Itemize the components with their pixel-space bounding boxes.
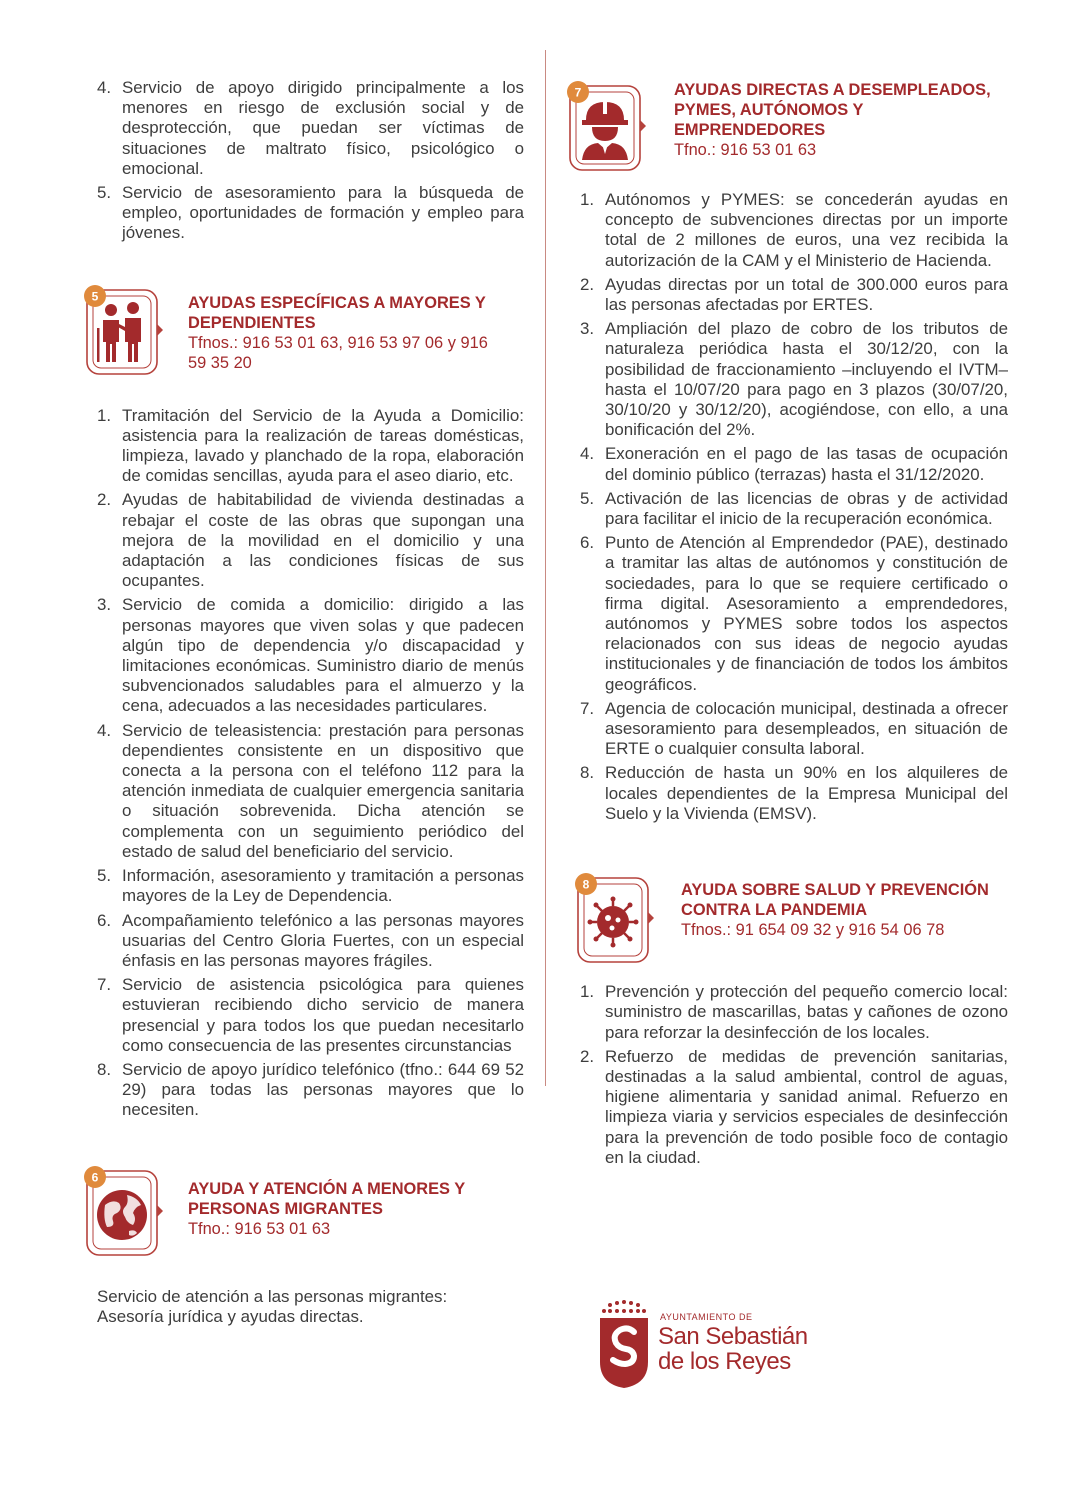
item-number: 4. xyxy=(97,78,112,97)
item-number: 2. xyxy=(580,274,595,294)
list-item xyxy=(97,721,524,862)
item-text: Tramitación del Servicio de la Ayuda a Domicilio: asistencia para la realización de tareas domésticas, limpieza, lavado y planchado de la ropa, elaboración de comidas sencillas, ayuda para el aseo diario, etc. xyxy=(122,405,524,486)
section-7-header xyxy=(574,80,1008,182)
item-number: 6. xyxy=(97,910,112,930)
section-6-header xyxy=(91,1165,524,1267)
list-item xyxy=(97,975,524,1056)
section-6-heading xyxy=(188,1179,528,1239)
item-number: 7. xyxy=(580,698,595,718)
section-8-number: 8 xyxy=(582,877,590,892)
list-item xyxy=(97,911,524,972)
list-item xyxy=(580,763,1008,824)
item-number: 5. xyxy=(97,183,112,203)
item-text: Autónomos y PYMES: se concederán ayudas en concepto de subvenciones directas por un importe total de 2 millones de euros, una vez recibida la autorización de la CAM y el Ministerio de Hacienda. xyxy=(605,190,1008,270)
section-7-number: 7 xyxy=(574,85,582,100)
section-5-list xyxy=(97,406,524,1121)
list-item xyxy=(580,982,1008,1043)
item-number: 4. xyxy=(97,720,112,740)
list-item xyxy=(580,190,1008,271)
section-8-badge xyxy=(576,872,658,968)
section-7-badge xyxy=(568,80,650,176)
list-item xyxy=(97,1060,524,1121)
item-text: Servicio de apoyo dirigido principalmente a los menores en riesgo de exclusión social y de desprotección, que puedan ser víctimas de situaciones de maltrato físico, psicológico o emocional. xyxy=(122,78,524,178)
item-number: 1. xyxy=(580,982,595,1002)
item-number: 7. xyxy=(97,975,112,995)
item-number: 6. xyxy=(580,533,595,553)
virus-icon xyxy=(588,897,639,948)
item-number: 2. xyxy=(97,490,112,510)
list-item xyxy=(580,699,1008,760)
item-number: 8. xyxy=(97,1059,112,1079)
section-6-badge xyxy=(85,1165,167,1261)
list-item xyxy=(97,78,524,179)
section-5-header xyxy=(91,284,524,386)
right-column xyxy=(574,80,1008,1172)
list-item xyxy=(580,489,1008,529)
item-number: 5. xyxy=(97,866,112,886)
section-7-title: AYUDAS DIRECTAS A DESEMPLEADOS, PYMES, AUTÓNOMOS Y EMPRENDEDORES xyxy=(674,81,991,139)
section-8-title: AYUDA SOBRE SALUD Y PREVENCIÓN CONTRA LA PANDEMIA xyxy=(681,881,989,920)
list-item xyxy=(580,319,1008,440)
item-number: 4. xyxy=(580,444,595,464)
item-text: Ayudas directas por un total de 300.000 euros para las personas afectadas por ERTES. xyxy=(605,274,1008,315)
item-text: Servicio de asistencia psicológica para quienes estuvieran recibiendo dicho servicio de manera presencial y para todos los que puedan necesitarlo como consecuencia de las presentes circunstancias xyxy=(122,975,524,1055)
item-number: 2. xyxy=(580,1046,595,1066)
item-number: 3. xyxy=(97,595,112,615)
intro-list xyxy=(97,78,524,244)
item-number: 1. xyxy=(97,405,112,425)
section-7-heading xyxy=(674,80,1014,160)
item-text: Servicio de teleasistencia: prestación para personas dependientes consistente en un dispositivo que conecta a la persona con el teléfono 112 para la atención inmediata de cualquier emergencia sanitaria o situación sobrevenida. Dicha atención se complementa con un seguimiento periódico del estado de salud del beneficiario del servicio. xyxy=(122,720,524,861)
section-8-list xyxy=(580,982,1008,1168)
item-text: Refuerzo de medidas de prevención sanitarias, destinadas a la salud ambiental, control de aguas, higiene alimentaria y sanidad animal. Refuerzo en limpieza viaria y servicios especiales de desinfección para la prevención de todo posible foco de contagio en la ciudad. xyxy=(605,1046,1008,1167)
list-item xyxy=(580,444,1008,484)
item-text: Servicio de comida a domicilio: dirigido a las personas mayores que viven solas y que padecen algún tipo de dependencia y/o discapacidad y limitaciones económicas. Suministro diario de menús subvencionados saludables para el almuerzo y la cena, adecuados a las necesidades particulares. xyxy=(122,595,524,716)
logo-subtitle: AYUNTAMIENTO DE xyxy=(660,1312,753,1322)
section-5-badge xyxy=(85,284,167,380)
item-text: Prevención y protección del pequeño comercio local: suministro de mascarillas, batas y cañones de ozono para reforzar la desinfección de los locales. xyxy=(605,982,1008,1042)
list-item xyxy=(580,533,1008,695)
list-item xyxy=(580,1047,1008,1168)
list-item xyxy=(97,866,524,906)
list-item xyxy=(97,490,524,591)
section-6-phone: Tfno.: 916 53 01 63 xyxy=(188,1219,331,1238)
item-number: 5. xyxy=(580,488,595,508)
logo-title xyxy=(658,1324,808,1374)
item-text: Punto de Atención al Emprendedor (PAE), destinado a tramitar las altas de autónomos y constitución de sociedades, para lo que se requiere certificado o firma digital. Asesoramiento a emprendedores, autónomos y PYMES sobre todos los aspectos relacionados con sus ideas de negocio ayudas institucionales y de financiación de todos los ámbitos geográficos. xyxy=(605,533,1008,694)
item-text: Ayudas de habitabilidad de vivienda destinadas a rebajar el coste de las obras que supongan una mejora de la movilidad en el domicilio y una adaptación a las condiciones físicas de sus ocupantes. xyxy=(122,490,524,591)
item-number: 3. xyxy=(580,319,595,339)
section-5-number: 5 xyxy=(91,289,99,304)
item-text: Activación de las licencias de obras y de actividad para facilitar el inicio de la recuperación económica. xyxy=(605,488,1008,529)
globe-icon xyxy=(97,1190,147,1240)
section-5-heading xyxy=(188,293,528,373)
left-column xyxy=(91,78,524,1327)
section-6-number: 6 xyxy=(91,1170,99,1185)
item-text: Reducción de hasta un 90% en los alquileres de locales dependientes de la Empresa Municipal del Suelo y la Vivienda (EMSV). xyxy=(605,763,1008,823)
section-8-heading xyxy=(681,880,1011,940)
section-5-title: AYUDAS ESPECÍFICAS A MAYORES Y DEPENDIENTES xyxy=(188,293,486,332)
list-item xyxy=(97,183,524,244)
item-text: Ampliación del plazo de cobro de los tributos de naturaleza periódica hasta el 30/12/20, con la posibilidad de fraccionamiento –incluyendo el IVTM– hasta el 10/07/20 para pago en 3 plazos (30/07/20, 30/10/20 y 30/12/20), acogiéndose, con ello, a una bonificación del 2%. xyxy=(605,319,1008,440)
item-text: Información, asesoramiento y tramitación a personas mayores de la Ley de Dependencia. xyxy=(122,866,524,906)
section-8-phone: Tfnos.: 91 654 09 32 y 916 54 06 78 xyxy=(681,921,945,940)
item-text: Servicio de asesoramiento para la búsqueda de empleo, oportunidades de formación y empleo para jóvenes. xyxy=(122,183,524,243)
crown-shield-icon xyxy=(596,1298,654,1394)
list-item xyxy=(580,275,1008,315)
list-item xyxy=(97,406,524,487)
section-6-title: AYUDA Y ATENCIÓN A MENORES Y PERSONAS MIGRANTES xyxy=(188,1179,465,1218)
section-5-phone: Tfnos.: 916 53 01 63, 916 53 97 06 y 916 59 35 20 xyxy=(188,333,488,372)
section-8-header xyxy=(580,872,1008,974)
item-number: 1. xyxy=(580,190,595,209)
item-text: Agencia de colocación municipal, destinada a ofrecer asesoramiento para desempleados, en situación de ERTE o cualquier consulta laboral. xyxy=(605,698,1008,759)
item-text: Acompañamiento telefónico a las personas mayores usuarias del Centro Gloria Fuertes, con un especial énfasis en las personas mayores frágiles. xyxy=(122,910,524,970)
section-7-list xyxy=(580,190,1008,824)
municipal-logo xyxy=(596,1298,836,1394)
list-item xyxy=(97,595,524,716)
logo-line-1: San Sebastián xyxy=(658,1323,808,1350)
section-7-phone: Tfno.: 916 53 01 63 xyxy=(674,141,817,159)
item-text: Exoneración en el pago de las tasas de ocupación del dominio público (terrazas) hasta el 31/12/2020. xyxy=(605,444,1008,484)
logo-line-2: de los Reyes xyxy=(658,1348,791,1375)
item-text: Servicio de apoyo jurídico telefónico (tfno.: 644 69 52 29) para todas las personas mayores que lo necesiten. xyxy=(122,1059,524,1120)
column-divider xyxy=(545,50,546,1086)
item-number: 8. xyxy=(580,763,595,783)
section-6-text: Servicio de atención a las personas migrantes: Asesoría jurídica y ayudas directas. xyxy=(97,1286,448,1326)
